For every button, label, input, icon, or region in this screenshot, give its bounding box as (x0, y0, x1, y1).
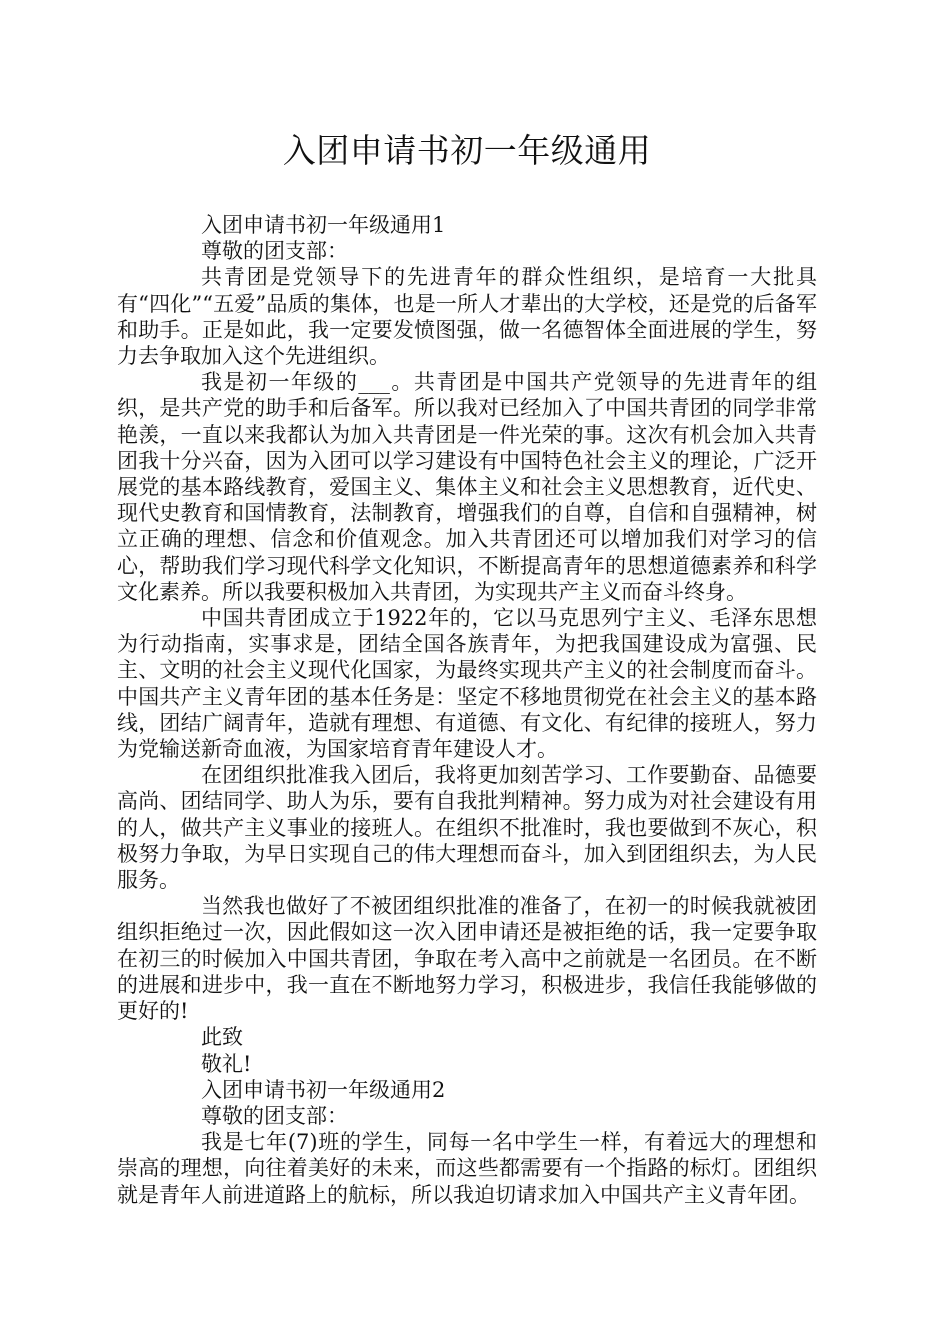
letter-1-paragraph-2: 我是初一年级的___。共青团是中国共产党领导的先进青年的组织，是共产党的助手和后备军。所以我对已经加入了中国共青团的同学非常艳羡，一直以来我都认为加入共青团是一件光荣的事。这次有机会加入共青团我十分兴奋，因为入团可以学习建设有中国特色社会主义的理论，广泛开展党的基本路线教育，爱国主义、集体主义和社会主义思想教育，近代史、现代史教育和国情教育，法制教育，增强我们的自尊，自信和自强精神，树立正确的理想、信念和价值观念。加入共青团还可以增加我们对学习的信心，帮助我们学习现代科学文化知识，不断提高青年的思想道德素养和科学文化素养。所以我要积极加入共青团，为实现共产主义而奋斗终身。 (117, 370, 817, 604)
document-body (117, 212, 817, 1208)
letter-1-salutation: 尊敬的团支部： (201, 239, 348, 264)
letter-1-paragraph-4: 在团组织批准我入团后，我将更加刻苦学习、工作要勤奋、品德要高尚、团结同学、助人为乐，要有自我批判精神。努力成为对社会建设有用的人，做共产主义事业的接班人。在组织不批准时，我也要做到不灰心，积极努力争取，为早日实现自己的伟大理想而奋斗，加入到团组织去，为人民服务。 (117, 763, 817, 893)
letter-2-paragraph-1: 我是七年(7)班的学生，同每一名中学生一样，有着远大的理想和崇高的理想，向往着美好的未来，而这些都需要有一个指路的标灯。团组织就是青年人前进道路上的航标，所以我迫切请求加入中国共产主义青年团。 (117, 1130, 817, 1207)
document-title: 入团申请书初一年级通用 (282, 131, 652, 170)
letter-1-paragraph-5: 当然我也做好了不被团组织批准的准备了，在初一的时候我就被团组织拒绝过一次，因此假如这一次入团申请还是被拒绝的话，我一定要争取在初三的时候加入中国共青团，争取在考入高中之前就是一名团员。在不断的进展和进步中，我一直在不断地努力学习，积极进步，我信任我能够做的更好的! (117, 894, 817, 1024)
letter-2-salutation: 尊敬的团支部： (201, 1103, 348, 1128)
letter-1-paragraph-3: 中国共青团成立于1922年的，它以马克思列宁主义、毛泽东思想为行动指南，实事求是，团结全国各族青年，为把我国建设成为富强、民主、文明的社会主义现代化国家，为最终实现共产主义的社会制度而奋斗。中国共产主义青年团的基本任务是：坚定不移地贯彻党在社会主义的基本路线，团结广阔青年，造就有理想、有道德、有文化、有纪律的接班人，努力为党输送新奇血液，为国家培育青年建设人才。 (117, 606, 817, 762)
letter-2-heading: 入团申请书初一年级通用2 (201, 1077, 446, 1102)
letter-1-regards: 敬礼! (201, 1051, 252, 1076)
letter-1-heading: 入团申请书初一年级通用1 (201, 213, 446, 237)
letter-1-closing: 此致 (201, 1025, 243, 1050)
document-page (117, 118, 817, 1208)
letter-1-paragraph-1: 共青团是党领导下的先进青年的群众性组织，是培育一大批具有“四化”“五爱”品质的集体，也是一所人才辈出的大学校，还是党的后备军和助手。正是如此，我一定要发愤图强，做一名德智体全面进展的学生，努力去争取加入这个先进组织。 (117, 265, 817, 369)
